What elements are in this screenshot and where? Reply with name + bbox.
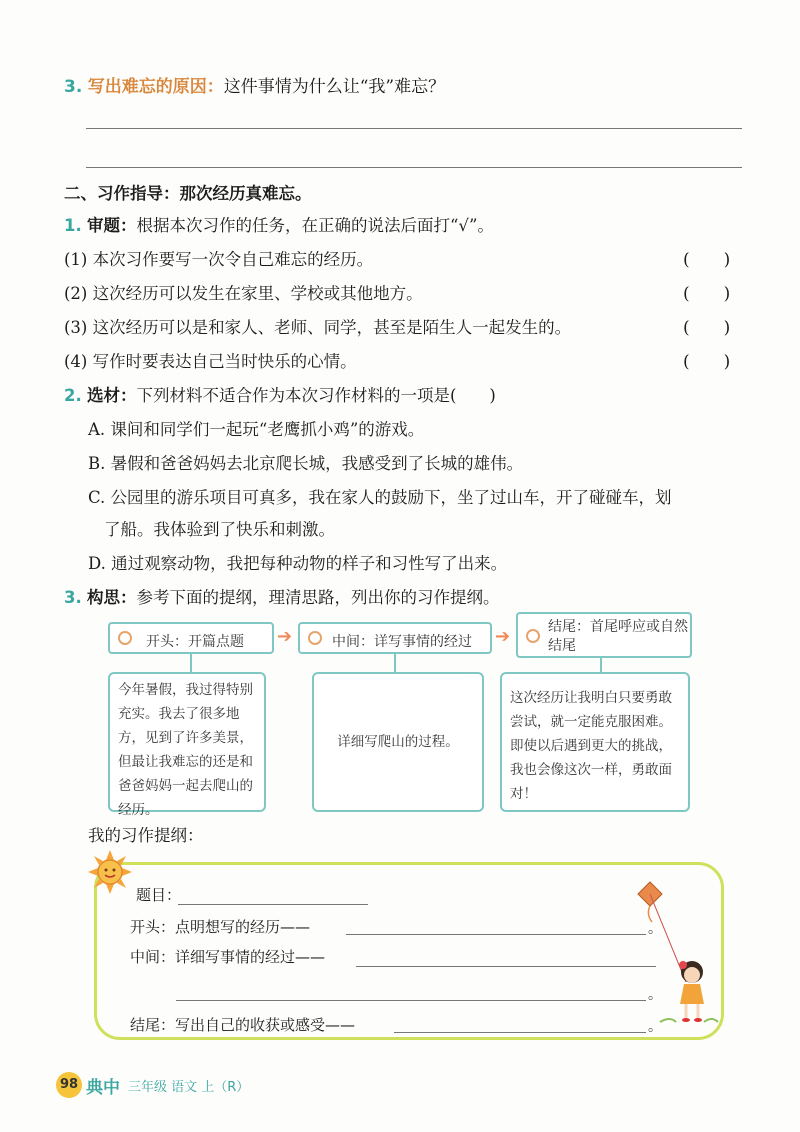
brand-logo: 典中 bbox=[86, 1078, 120, 1098]
example-start-box: 今年暑假，我过得特别充实。我去了很多地方，见到了许多美景，但最让我难忘的还是和爸爸妈妈一起去爬山的经历。 bbox=[108, 672, 266, 812]
answer-paren[interactable]: ( ) bbox=[683, 352, 731, 372]
swirl-icon bbox=[526, 629, 540, 643]
girl-with-kite-icon bbox=[620, 872, 720, 1032]
answer-paren[interactable]: ( ) bbox=[683, 250, 731, 270]
reason-text: 这件事情为什么让“我”难忘？ bbox=[223, 77, 446, 97]
material-label: 选材： bbox=[87, 386, 137, 405]
period: 。 bbox=[648, 921, 662, 937]
answer-paren[interactable]: ( ) bbox=[683, 284, 731, 304]
plan-question bbox=[64, 584, 500, 608]
example-end-box: 这次经历让我明白只要勇敢尝试，就一定能克服困难。即使以后遇到更大的挑战，我也会像这次一样，勇敢面对！ bbox=[500, 672, 690, 812]
option-d[interactable]: D. 通过观察动物，我把每种动物的样子和习性写了出来。 bbox=[88, 554, 508, 573]
title-label: 题目： bbox=[136, 886, 182, 904]
plan-number: 3. bbox=[64, 588, 82, 607]
plan-label: 构思： bbox=[87, 588, 137, 607]
reason-label: 写出难忘的原因： bbox=[87, 77, 224, 97]
arrow-right-icon: ➔ bbox=[277, 626, 293, 647]
stage-start-label: 开头：开篇点题 bbox=[146, 634, 244, 650]
review-number: 1. bbox=[64, 216, 82, 235]
arrow-right-icon: ➔ bbox=[495, 626, 511, 647]
outline-caption: 我的习作提纲： bbox=[88, 826, 204, 845]
reason-question bbox=[64, 72, 445, 97]
material-number: 2. bbox=[64, 386, 82, 405]
review-item: (3) 这次经历可以是和家人、老师、同学，甚至是陌生人一起发生的。 bbox=[64, 318, 572, 337]
plan-text: 参考下面的提纲，理清思路，列出你的习作提纲。 bbox=[136, 588, 500, 607]
review-item: (4) 写作时要表达自己当时快乐的心情。 bbox=[64, 352, 357, 371]
option-c-continued: 了船。我体验到了快乐和刺激。 bbox=[104, 520, 335, 539]
outline-start-label: 开头：点明想写的经历—— bbox=[130, 918, 311, 936]
review-text: 根据本次习作的任务，在正确的说法后面打“√”。 bbox=[136, 216, 494, 235]
middle-input-line-2[interactable] bbox=[176, 1000, 646, 1001]
stage-start bbox=[108, 622, 274, 654]
review-item: (2) 这次经历可以发生在家里、学校或其他地方。 bbox=[64, 284, 423, 303]
option-a[interactable]: A. 课间和同学们一起玩“老鹰抓小鸡”的游戏。 bbox=[88, 420, 425, 439]
connector bbox=[394, 654, 396, 672]
material-text: 下列材料不适合作为本次习作材料的一项是( ) bbox=[136, 386, 496, 405]
reason-number: 3. bbox=[64, 77, 83, 97]
answer-line[interactable] bbox=[86, 128, 742, 129]
answer-line[interactable] bbox=[86, 167, 742, 168]
answer-paren[interactable]: ( ) bbox=[683, 318, 731, 338]
review-label: 审题： bbox=[87, 216, 137, 235]
page-number: 98 bbox=[56, 1072, 82, 1098]
stage-end bbox=[516, 612, 692, 658]
sun-icon bbox=[86, 848, 134, 896]
material-question bbox=[64, 382, 496, 406]
stage-middle bbox=[298, 622, 492, 654]
title-input-line[interactable] bbox=[178, 904, 368, 905]
section-title: 二、习作指导：那次经历真难忘。 bbox=[64, 184, 312, 203]
example-middle-box bbox=[312, 672, 484, 812]
grade-label: 三年级 语文 上（R） bbox=[128, 1080, 250, 1095]
example-middle-text: 详细写爬山的过程。 bbox=[337, 734, 459, 750]
middle-input-line[interactable] bbox=[356, 966, 656, 967]
connector bbox=[190, 654, 192, 672]
start-input-line[interactable] bbox=[346, 934, 646, 935]
option-b[interactable]: B. 暑假和爸爸妈妈去北京爬长城，我感受到了长城的雄伟。 bbox=[88, 454, 524, 473]
swirl-icon bbox=[308, 631, 322, 645]
outline-end-label: 结尾：写出自己的收获或感受—— bbox=[130, 1016, 356, 1034]
connector bbox=[600, 658, 602, 672]
stage-end-label: 结尾：首尾呼应或自然结尾 bbox=[548, 619, 688, 654]
stage-middle-label: 中间：详写事情的经过 bbox=[332, 634, 472, 650]
swirl-icon bbox=[118, 631, 132, 645]
end-input-line[interactable] bbox=[394, 1032, 646, 1033]
period: 。 bbox=[648, 1019, 662, 1035]
review-item: (1) 本次习作要写一次令自己难忘的经历。 bbox=[64, 250, 374, 269]
outline-middle-label: 中间：详细写事情的经过—— bbox=[130, 948, 326, 966]
period: 。 bbox=[648, 987, 662, 1003]
option-c[interactable]: C. 公园里的游乐项目可真多，我在家人的鼓励下，坐了过山车，开了碰碰车，划 bbox=[88, 488, 672, 507]
review-question bbox=[64, 212, 494, 236]
